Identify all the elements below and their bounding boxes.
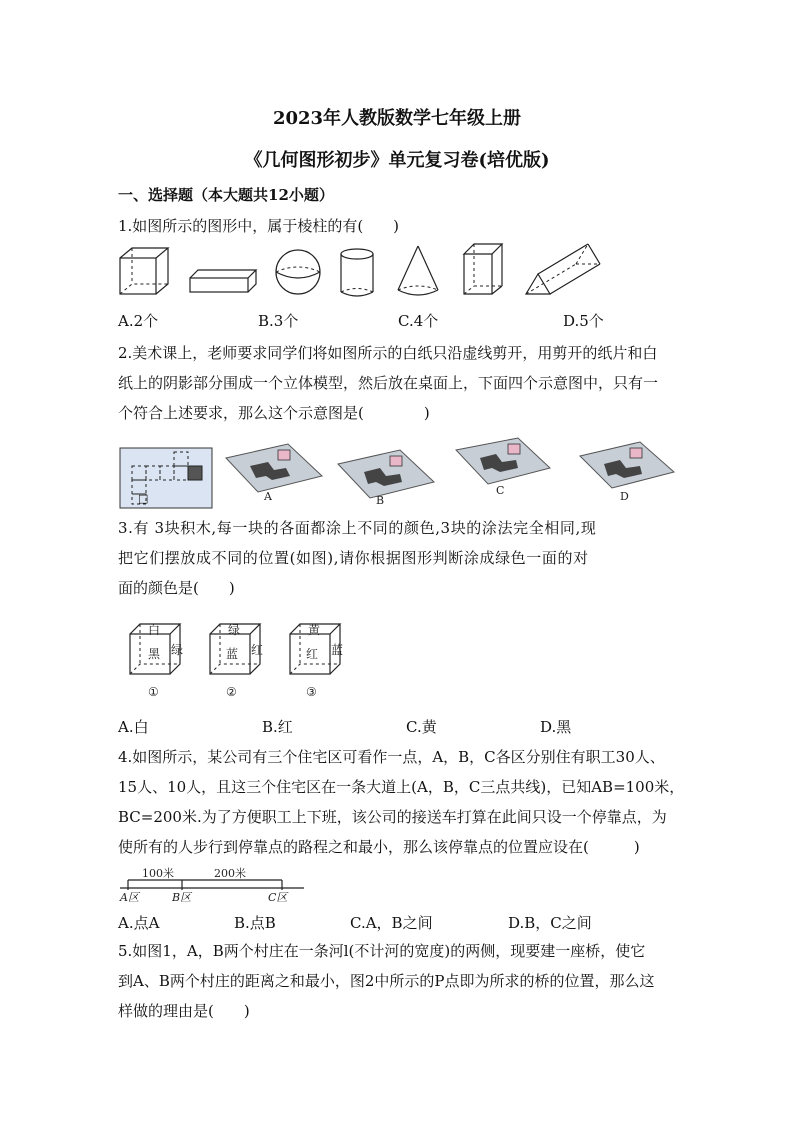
cube-1-label: ① (148, 685, 159, 699)
option-label-a: A (264, 490, 272, 503)
white-paper-figure (120, 448, 212, 508)
cube-solid (120, 248, 168, 294)
cube-3-side: 蓝 (331, 643, 344, 657)
cube-1-front: 黑 (148, 647, 161, 661)
q3-cubes-figure (118, 618, 358, 702)
option-figure-c (456, 438, 550, 497)
q4-road-figure (118, 866, 308, 906)
cube-3-front: 红 (306, 647, 319, 661)
q5-line1: 5.如图1，A，B两个村庄在一条河l(不计河的宽度)的两侧，现要建一座桥，使它 (118, 942, 646, 960)
document-subtitle: 《几何图形初步》单元复习卷(培优版) (244, 150, 550, 171)
cube-2-label: ② (226, 685, 237, 699)
b-zone-label: B区 (172, 891, 192, 904)
sphere-solid (276, 250, 320, 294)
q4-option-a: A.点A (118, 914, 160, 932)
option-figure-d (580, 442, 674, 503)
cube-3-top: 黄 (308, 623, 321, 637)
q4-option-c: C.A，B之间 (350, 914, 433, 932)
option-figure-b (338, 450, 434, 507)
q2-line1: 2.美术课上，老师要求同学们将如图所示的白纸只沿虚线剪开，用剪开的纸片和白 (118, 344, 658, 362)
option-label-b: B (376, 494, 385, 507)
q4-option-d: D.B，C之间 (508, 914, 592, 932)
q2-line3: 个符合上述要求，那么这个示意图是( ) (118, 404, 430, 422)
q1-option-b: B.3个 (258, 312, 299, 330)
q4-line1: 4.如图所示，某公司有三个住宅区可看作一点，A，B，C各区分别住有职工30人、 (118, 748, 665, 766)
section-heading: 一、选择题（本大题共12小题） (118, 186, 334, 204)
option-figure-a (226, 444, 322, 503)
cube-3-label: ③ (306, 685, 317, 699)
prism-solid (464, 244, 502, 294)
q3-option-d: D.黑 (540, 718, 572, 736)
cube-3 (290, 623, 343, 699)
c-zone-label: C区 (268, 891, 288, 904)
cone-solid (398, 246, 438, 295)
a-zone-label: A区 (120, 891, 139, 904)
cube-1 (130, 623, 183, 699)
cuboid-solid (190, 270, 256, 292)
q3-line1: 3.有 3块积木,每一块的各面都涂上不同的颜色,3块的涂法完全相同,现 (118, 519, 597, 537)
cube-2-top: 绿 (228, 623, 241, 637)
document-title: 2023年人教版数学七年级上册 (272, 108, 522, 129)
q5-line2: 到A、B两个村庄的距离之和最小，图2中所示的P点即为所求的桥的位置，那么这 (118, 972, 655, 990)
q1-option-d: D.5个 (563, 312, 604, 330)
q4-line4: 使所有的人步行到停靠点的路程之和最小，那么该停靠点的位置应设在( ) (118, 838, 640, 856)
q4-line2: 15人、10人，且这三个住宅区在一条大道上(A，B，C三点共线)，已知AB=100米， (118, 778, 685, 796)
q3-option-a: A.白 (118, 718, 149, 736)
q5-line3: 样做的理由是( ) (118, 1002, 250, 1020)
triangular-prism-solid (526, 244, 600, 294)
svg-text:□: □ (138, 492, 149, 505)
q2-line2: 纸上的阴影部分围成一个立体模型，然后放在桌面上，下面四个示意图中，只有一 (118, 374, 659, 392)
bc-distance-label: 200米 (214, 867, 246, 880)
q1-option-a: A.2个 (118, 312, 159, 330)
q3-line2: 把它们摆放成不同的位置(如图),请你根据图形判断涂成绿色一面的对 (118, 549, 589, 567)
cube-2-front: 蓝 (226, 647, 239, 661)
q3-option-c: C.黄 (406, 718, 437, 736)
q4-option-b: B.点B (234, 914, 276, 932)
cube-1-side: 绿 (171, 643, 184, 657)
q4-line3: BC=200米.为了方便职工上下班，该公司的接送车打算在此间只设一个停靠点，为 (118, 808, 667, 826)
ab-distance-label: 100米 (142, 867, 174, 880)
q2-paper-figures (118, 436, 678, 512)
q3-line3: 面的颜色是( ) (118, 579, 235, 597)
q1-solids-figure (118, 240, 608, 302)
q1-stem: 1.如图所示的图形中，属于棱柱的有( ) (118, 217, 400, 235)
q3-option-b: B.红 (262, 718, 293, 736)
q1-option-c: C.4个 (398, 312, 439, 330)
cube-2-side: 红 (251, 643, 264, 657)
option-label-c: C (496, 484, 505, 497)
cylinder-solid (341, 249, 373, 296)
cube-1-top: 白 (148, 623, 161, 637)
option-label-d: D (620, 490, 629, 503)
cube-2 (210, 623, 263, 699)
